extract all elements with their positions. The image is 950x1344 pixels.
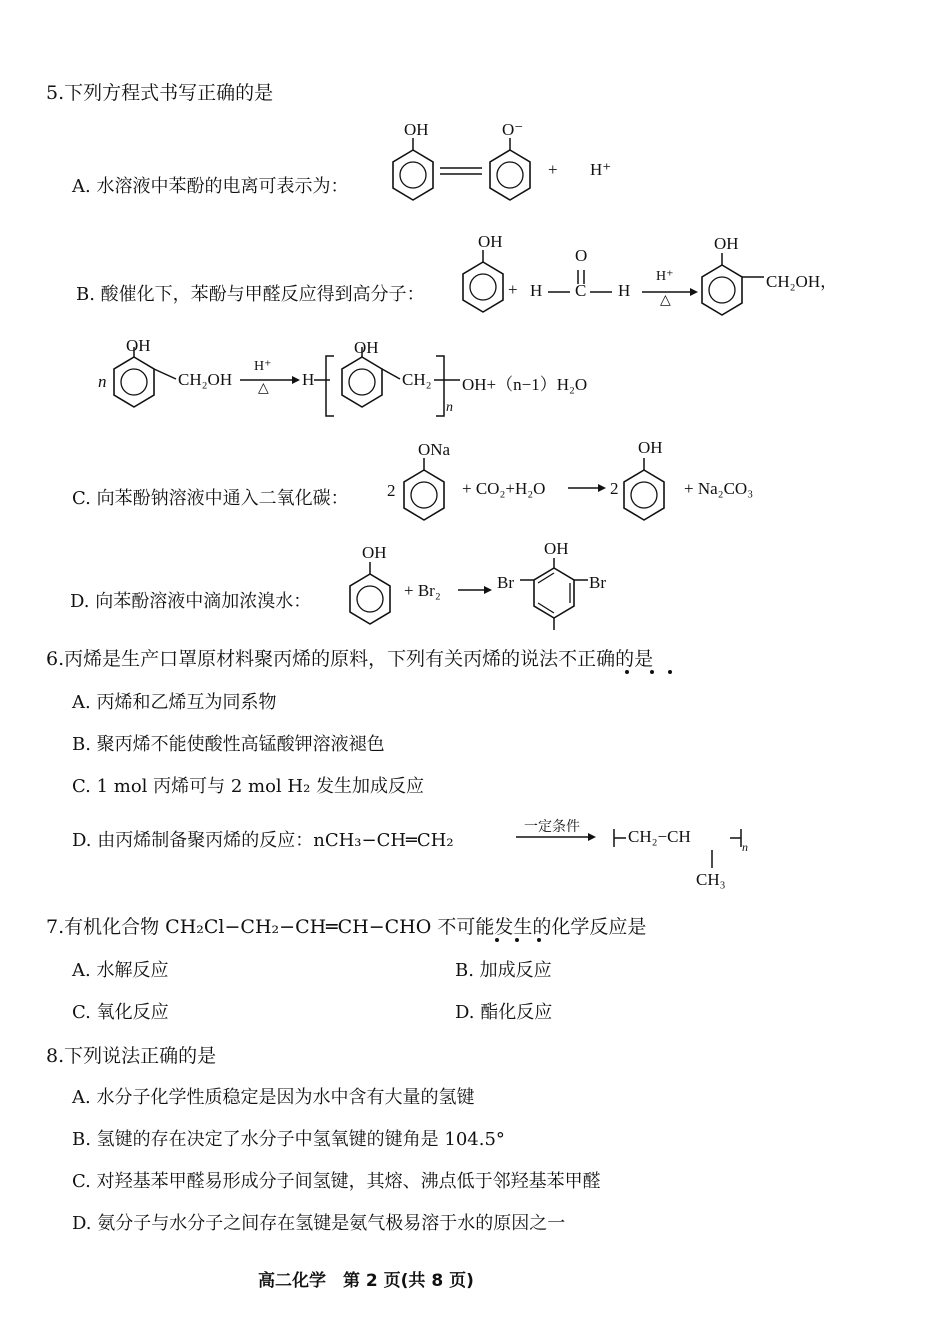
q5b-product-oh: OH: [714, 234, 739, 253]
q5a-ominus-label: O⁻: [502, 120, 524, 139]
q5c-reagents: + CO₂+H₂O: [462, 479, 546, 498]
q5b-formaldehyde-o: O: [575, 246, 588, 265]
emphasis-dot: [515, 938, 519, 942]
q6-option-d: D. 由丙烯制备聚丙烯的反应：nCH₃−CH═CH₂: [72, 830, 454, 851]
q5d-reagent: + Br₂: [404, 581, 441, 600]
q5-option-a: A. 水溶液中苯酚的电离可表示为：: [72, 176, 349, 197]
q5b-line2-catalyst-bottom: △: [258, 381, 269, 396]
q5a-plus: +: [548, 160, 558, 179]
q5b-line2-oh: OH: [126, 336, 151, 355]
q5b-plus: +: [508, 280, 518, 299]
q5b-formaldehyde-h-right: H: [618, 281, 631, 300]
q5b-line2-n: n: [98, 372, 107, 391]
q5b-oh-label: OH: [478, 232, 503, 251]
q6d-branch-ch3: CH₃: [696, 870, 726, 889]
q5d-br-right: Br: [589, 573, 606, 592]
q5b-line2-subscript-n: n: [446, 400, 453, 415]
question-7-stem: 7.有机化合物 CH₂Cl−CH₂−CH═CH−CHO 不可能发生的化学反应是: [46, 916, 647, 938]
q8-option-a: A. 水分子化学性质稳定是因为水中含有大量的氢键: [72, 1087, 475, 1108]
q6d-polymer-n: n: [742, 840, 748, 854]
q5d-oh-label: OH: [362, 543, 387, 562]
q6d-polymer-main: CH₂−CH: [628, 827, 691, 846]
q7-option-c: C. 氧化反应: [72, 1002, 169, 1023]
q5c-coefficient-2: 2: [610, 479, 619, 498]
q5b-catalyst-bottom: △: [660, 293, 671, 308]
q8-option-d: D. 氨分子与水分子之间存在氢键是氨气极易溶于水的原因之一: [72, 1213, 566, 1234]
page-footer: 高二化学 第 2 页(共 8 页): [258, 1271, 474, 1291]
q5-option-b: B. 酸催化下，苯酚与甲醛反应得到高分子：: [76, 284, 425, 305]
q5b-line2-catalyst-top: H⁺: [254, 359, 272, 374]
q5b-product-ch2oh: CH₂OH，: [766, 272, 838, 291]
q5b-line2-ch2oh: CH₂OH: [178, 370, 233, 389]
q5c-coefficient: 2: [387, 481, 396, 500]
q5b-catalyst-top: H⁺: [656, 269, 674, 284]
q5c-ona-label: ONa: [418, 440, 451, 459]
q7-option-b: B. 加成反应: [455, 960, 552, 981]
question-6-stem: 6.丙烯是生产口罩原材料聚丙烯的原料，下列有关丙烯的说法不正确的是: [46, 648, 654, 670]
q8-option-c: C. 对羟基苯甲醛易形成分子间氢键，其熔、沸点低于邻羟基苯甲醛: [72, 1171, 601, 1192]
q5c-tail: + Na₂CO₃: [684, 479, 754, 498]
q5b-line2-tail: OH+（n−1）H₂O: [462, 375, 588, 394]
emphasis-dot: [537, 938, 541, 942]
q6-option-b: B. 聚丙烯不能使酸性高锰酸钾溶液褪色: [72, 734, 385, 755]
q7-option-a: A. 水解反应: [72, 960, 169, 981]
q6d-condition: 一定条件: [524, 820, 580, 835]
q5a-hplus: H⁺: [590, 160, 612, 179]
q5d-product-oh: OH: [544, 539, 569, 558]
question-5-stem: 5.下列方程式书写正确的是: [46, 82, 274, 104]
q6-option-a: A. 丙烯和乙烯互为同系物: [72, 692, 277, 713]
q6-option-c: C. 1 mol 丙烯可与 2 mol H₂ 发生加成反应: [72, 776, 425, 797]
q5d-br-left: Br: [497, 573, 514, 592]
q7-option-d: D. 酯化反应: [455, 1002, 553, 1023]
q5b-line2-polymer-oh: OH: [354, 338, 379, 357]
q5a-oh-label: OH: [404, 120, 429, 139]
emphasis-dot: [495, 938, 499, 942]
q5b-formaldehyde-c: C: [575, 281, 587, 300]
q5b-line2-ch2: CH₂: [402, 370, 432, 389]
q5-option-c: C. 向苯酚钠溶液中通入二氧化碳：: [72, 488, 349, 509]
q5c-oh-label: OH: [638, 438, 663, 457]
q5b-formaldehyde-h-left: H: [530, 281, 543, 300]
q5-option-d: D. 向苯酚溶液中滴加浓溴水：: [70, 591, 312, 612]
q8-option-b: B. 氢键的存在决定了水分子中氢氧键的键角是 104.5°: [72, 1129, 505, 1150]
q5b-line2-h: H: [302, 370, 315, 389]
question-8-stem: 8.下列说法正确的是: [46, 1045, 217, 1067]
